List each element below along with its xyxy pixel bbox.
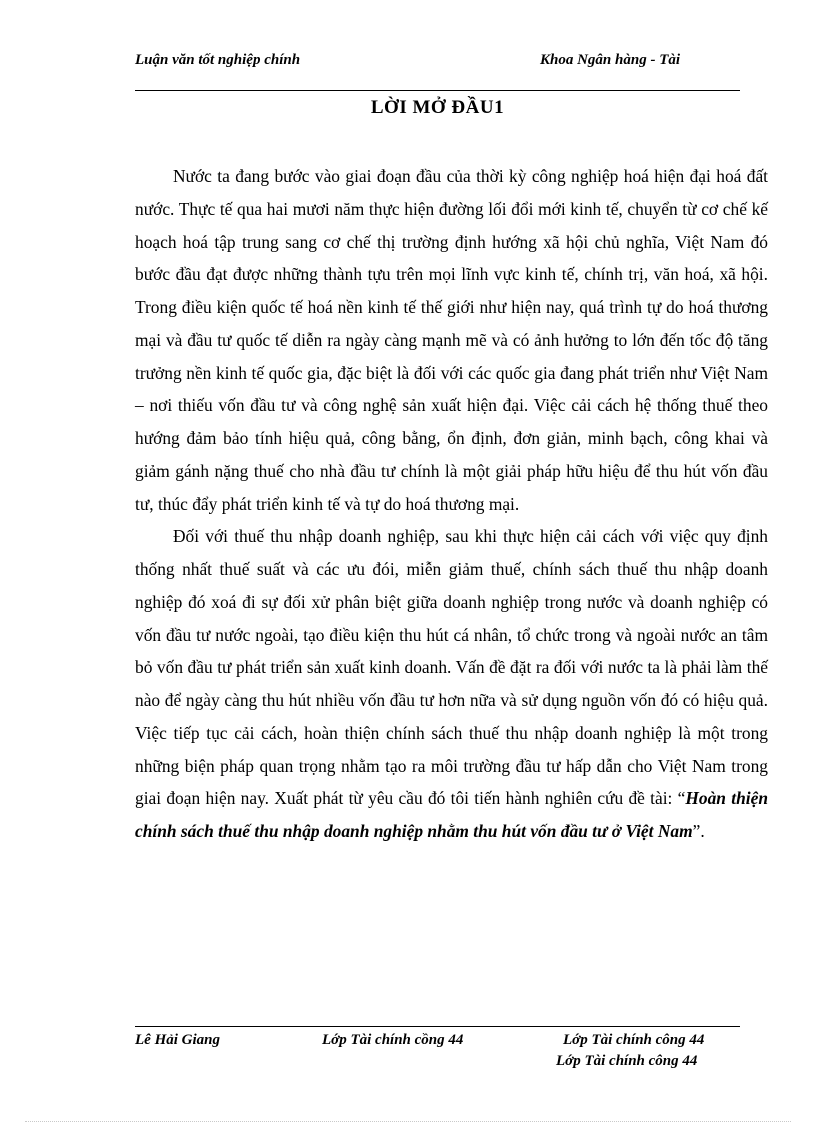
footer-author: Lê Hải Giang xyxy=(135,1032,220,1048)
paragraph-2-end: ”. xyxy=(692,821,705,841)
paragraph-2 xyxy=(135,520,768,848)
footer-class-center: Lớp Tài chính cồng 44 xyxy=(322,1032,464,1048)
header-left: Luận văn tốt nghiệp chính xyxy=(135,52,301,68)
research-topic: Hoàn thiện chính sách thuế thu nhập doanh nghiệp nhằm thu hút vốn đầu tư ở Việt Nam xyxy=(135,788,768,841)
footer-rule xyxy=(135,1026,740,1027)
page-edge xyxy=(25,1121,791,1122)
footer-class-right: Lớp Tài chính công 44 xyxy=(563,1032,705,1048)
header-rule xyxy=(135,90,740,91)
paragraph-1: Nước ta đang bước vào giai đoạn đầu của thời kỳ công nghiệp hoá hiện đại hoá đất nước. Thực tế qua hai mươi năm thực hiện đường lối đổi mới kinh tế, chuyển từ cơ chế kế hoạch hoá tập trung sang cơ chế thị trường định hướng xã hội chủ nghĩa, Việt Nam đó bước đầu đạt được những thành tựu trên mọi lĩnh vực kinh tế, chính trị, văn hoá, xã hội. Trong điều kiện quốc tế hoá nền kinh tế thế giới như hiện nay, quá trình tự do hoá thương mại và đầu tư quốc tế diễn ra ngày càng mạnh mẽ và có ảnh hưởng to lớn đến tốc độ tăng trưởng nền kinh tế quốc gia, đặc biệt là đối với các quốc gia đang phát triển như Việt Nam – nơi thiếu vốn đầu tư và công nghệ sản xuất hiện đại. Việc cải cách hệ thống thuế theo hướng đảm bảo tính hiệu quả, công bằng, ổn định, đơn giản, minh bạch, công khai và giảm gánh nặng thuế cho nhà đầu tư chính là một giải pháp hữu hiệu để thu hút vốn đầu tư, thúc đẩy phát triển kinh tế và tự do hoá thương mại. xyxy=(135,166,768,514)
header-right: Khoa Ngân hàng - Tài xyxy=(540,52,681,68)
footer-class-right-repeat: Lớp Tài chính công 44 xyxy=(556,1053,698,1069)
page-title: LỜI MỞ ĐẦU1 xyxy=(370,97,505,118)
paragraph-2-text: Đối với thuế thu nhập doanh nghiệp, sau khi thực hiện cải cách với việc quy định thống nhất thuế suất và các ưu đói, miễn giảm thuế, chính sách thuế thu nhập doanh nghiệp đó xoá đi sự đối xử phân biệt giữa doanh nghiệp trong nước và doanh nghiệp có vốn đầu tư nước ngoài, tạo điều kiện thu hút cá nhân, tổ chức trong và ngoài nước an tâm bỏ vốn đầu tư phát triển sản xuất kinh doanh. Vấn đề đặt ra đối với nước ta là phải làm thế nào để ngày càng thu hút nhiều vốn đầu tư hơn nữa và sử dụng nguồn vốn đó có hiệu quả. Việc tiếp tục cải cách, hoàn thiện chính sách thuế thu nhập doanh nghiệp là một trong những biện pháp quan trọng nhằm tạo ra môi trường đầu tư hấp dẫn cho Việt Nam trong giai đoạn hiện nay. Xuất phát từ yêu cầu đó tôi tiến hành nghiên cứu đề tài: “ xyxy=(135,526,768,809)
body-text xyxy=(135,160,768,848)
